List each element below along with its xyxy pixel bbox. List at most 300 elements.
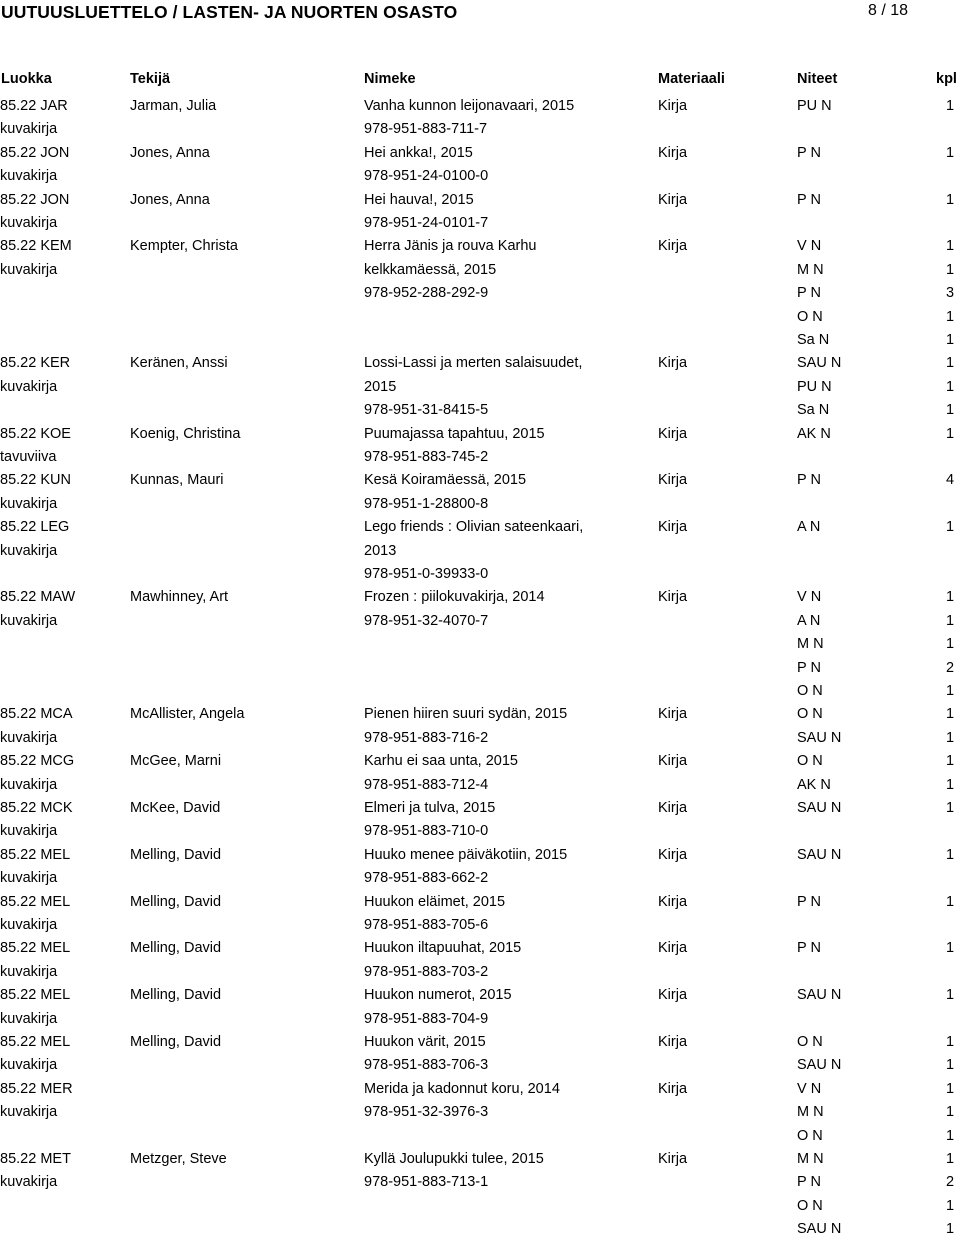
- cell-kpl-line: 1: [946, 636, 955, 653]
- cell-luokka-line: kuvakirja: [0, 612, 58, 629]
- cell-niteet-line: Sa N: [797, 402, 830, 419]
- cell-tekija: [130, 586, 228, 609]
- cell-kpl-line: 1: [946, 425, 955, 442]
- cell-nimeke: [364, 189, 488, 236]
- cell-niteet-line: P N: [797, 1174, 821, 1191]
- cell-nimeke-line: Vanha kunnon leijonavaari, 2015: [364, 98, 575, 114]
- cell-materiaali-text: Kirja: [658, 425, 688, 442]
- cell-materiaali-text: Kirja: [658, 753, 688, 770]
- cell-niteet-line: AK N: [797, 425, 831, 442]
- cell-materiaali: [658, 984, 687, 1007]
- catalog-table: [0, 95, 960, 1242]
- cell-materiaali-text: Kirja: [658, 1150, 688, 1167]
- cell-nimeke: [364, 797, 495, 844]
- cell-niteet-line: SAU N: [797, 799, 842, 816]
- cell-niteet: [797, 891, 821, 914]
- cell-materiaali-text: Kirja: [658, 238, 688, 255]
- cell-niteet-line: P N: [797, 285, 821, 302]
- cell-tekija: [130, 1148, 227, 1171]
- cell-nimeke-line: 978-951-883-716-2: [364, 729, 489, 746]
- cell-nimeke-line: Frozen : piilokuvakirja, 2014: [364, 589, 545, 606]
- cell-kpl-line: 1: [946, 98, 955, 114]
- cell-tekija: [130, 352, 228, 375]
- cell-niteet: [797, 189, 821, 212]
- cell-tekija-text: McKee, David: [130, 799, 221, 816]
- cell-niteet-line: P N: [797, 893, 821, 910]
- table-row: [0, 750, 960, 797]
- cell-materiaali-text: Kirja: [658, 144, 688, 161]
- cell-materiaali-text: Kirja: [658, 355, 688, 372]
- cell-kpl-line: 1: [946, 940, 955, 957]
- table-row: [0, 586, 960, 703]
- cell-luokka-line: kuvakirja: [0, 776, 58, 793]
- cell-luokka-line: 85.22 JON: [0, 191, 70, 208]
- cell-luokka-line: 85.22 MEL: [0, 893, 71, 910]
- cell-nimeke: [364, 423, 545, 470]
- cell-luokka-line: kuvakirja: [0, 495, 58, 512]
- table-row: [0, 352, 960, 422]
- cell-nimeke-line: 978-951-31-8415-5: [364, 402, 489, 419]
- cell-niteet: [797, 235, 829, 352]
- cell-materiaali: [658, 844, 687, 867]
- cell-kpl-line: 1: [946, 355, 955, 372]
- cell-materiaali: [658, 469, 687, 492]
- cell-niteet: [797, 469, 821, 492]
- cell-niteet-line: SAU N: [797, 1221, 842, 1238]
- cell-kpl: [946, 797, 954, 820]
- cell-tekija: [130, 189, 210, 212]
- cell-kpl-line: 1: [946, 1150, 955, 1167]
- column-header-materiaali: Materiaali: [658, 71, 725, 87]
- cell-materiaali: [658, 703, 687, 726]
- cell-luokka-line: 85.22 LEG: [0, 519, 70, 536]
- cell-luokka: [0, 1078, 73, 1125]
- cell-tekija: [130, 797, 220, 820]
- cell-niteet: [797, 750, 831, 797]
- cell-niteet-line: P N: [797, 940, 821, 957]
- cell-luokka-line: kuvakirja: [0, 378, 58, 395]
- cell-nimeke-line: 2015: [364, 378, 397, 395]
- cell-niteet: [797, 423, 831, 446]
- cell-kpl-line: 1: [946, 799, 955, 816]
- cell-luokka: [0, 142, 69, 189]
- cell-nimeke-line: Lossi-Lassi ja merten salaisuudet,: [364, 355, 583, 372]
- cell-kpl-line: 2: [946, 659, 955, 676]
- cell-niteet: [797, 984, 841, 1007]
- cell-luokka-line: 85.22 MCA: [0, 706, 73, 723]
- cell-luokka: [0, 95, 68, 142]
- cell-materiaali-text: Kirja: [658, 799, 688, 816]
- cell-materiaali-text: Kirja: [658, 191, 688, 208]
- cell-kpl-line: 1: [946, 1221, 955, 1238]
- cell-luokka-line: 85.22 KOE: [0, 425, 71, 442]
- cell-nimeke-line: 978-951-883-662-2: [364, 870, 489, 887]
- cell-materiaali: [658, 937, 687, 960]
- cell-tekija: [130, 142, 210, 165]
- cell-nimeke-line: Huukon numerot, 2015: [364, 987, 512, 1004]
- cell-tekija-text: Melling, David: [130, 940, 222, 957]
- cell-tekija-text: Melling, David: [130, 987, 222, 1004]
- cell-tekija-text: Jarman, Julia: [130, 98, 217, 114]
- cell-tekija: [130, 703, 244, 726]
- cell-niteet-line: M N: [797, 1104, 824, 1121]
- cell-nimeke-line: Lego friends : Olivian sateenkaari,: [364, 519, 584, 536]
- cell-materiaali-text: Kirja: [658, 519, 688, 536]
- cell-materiaali: [658, 516, 687, 539]
- cell-tekija-text: McAllister, Angela: [130, 706, 245, 723]
- table-row: [0, 95, 960, 142]
- cell-nimeke-line: 978-951-24-0101-7: [364, 214, 489, 231]
- cell-kpl: [946, 703, 954, 750]
- cell-nimeke: [364, 352, 582, 422]
- cell-luokka: [0, 891, 70, 938]
- cell-niteet-line: Sa N: [797, 331, 830, 348]
- cell-kpl-line: 1: [946, 776, 955, 793]
- table-row: [0, 937, 960, 984]
- cell-kpl: [946, 189, 954, 212]
- cell-luokka-line: 85.22 MEL: [0, 940, 71, 957]
- cell-nimeke: [364, 235, 536, 305]
- cell-nimeke-line: Hei ankka!, 2015: [364, 144, 473, 161]
- cell-kpl: [946, 469, 954, 492]
- cell-tekija: [130, 95, 216, 118]
- cell-luokka: [0, 586, 75, 633]
- cell-materiaali: [658, 750, 687, 773]
- cell-luokka-line: 85.22 MET: [0, 1150, 71, 1167]
- cell-nimeke-line: 978-951-0-39933-0: [364, 565, 489, 582]
- cell-luokka: [0, 844, 70, 891]
- cell-luokka: [0, 189, 69, 236]
- cell-nimeke: [364, 750, 518, 797]
- cell-materiaali-text: Kirja: [658, 940, 688, 957]
- cell-materiaali: [658, 586, 687, 609]
- cell-luokka-line: 85.22 MEL: [0, 987, 71, 1004]
- cell-niteet-line: M N: [797, 636, 824, 653]
- cell-tekija-text: Metzger, Steve: [130, 1150, 227, 1167]
- cell-niteet-line: SAU N: [797, 1057, 842, 1074]
- cell-nimeke-line: 978-951-1-28800-8: [364, 495, 489, 512]
- cell-materiaali: [658, 95, 687, 118]
- cell-nimeke-line: 978-952-288-292-9: [364, 285, 489, 302]
- cell-nimeke: [364, 984, 512, 1031]
- cell-kpl-line: 1: [946, 378, 955, 395]
- cell-luokka-line: 85.22 JON: [0, 144, 70, 161]
- cell-tekija-text: Melling, David: [130, 1033, 222, 1050]
- cell-tekija: [130, 937, 221, 960]
- cell-niteet-line: O N: [797, 753, 823, 770]
- cell-niteet: [797, 797, 841, 820]
- cell-luokka: [0, 469, 71, 516]
- cell-niteet: [797, 352, 841, 422]
- cell-kpl: [946, 1031, 954, 1078]
- cell-materiaali: [658, 235, 687, 258]
- cell-niteet-line: V N: [797, 1080, 822, 1097]
- cell-tekija: [130, 469, 224, 492]
- cell-kpl-line: 1: [946, 846, 955, 863]
- cell-kpl: [946, 844, 954, 867]
- cell-materiaali-text: Kirja: [658, 987, 688, 1004]
- cell-tekija: [130, 844, 221, 867]
- cell-kpl-line: 1: [946, 612, 955, 629]
- cell-niteet-line: SAU N: [797, 729, 842, 746]
- cell-niteet-line: SAU N: [797, 846, 842, 863]
- cell-niteet-line: M N: [797, 1150, 824, 1167]
- cell-tekija: [130, 750, 221, 773]
- cell-tekija: [130, 235, 238, 258]
- cell-materiaali: [658, 352, 687, 375]
- cell-luokka-line: kuvakirja: [0, 1104, 58, 1121]
- cell-tekija-text: Kempter, Christa: [130, 238, 238, 255]
- cell-kpl-line: 1: [946, 191, 955, 208]
- cell-kpl-line: 1: [946, 1197, 955, 1214]
- cell-kpl-line: 1: [946, 238, 955, 255]
- cell-kpl-line: 3: [946, 285, 955, 302]
- cell-nimeke-line: 978-951-883-706-3: [364, 1057, 489, 1074]
- cell-niteet: [797, 142, 821, 165]
- cell-nimeke-line: 978-951-883-711-7: [364, 121, 488, 138]
- cell-niteet-line: SAU N: [797, 355, 842, 372]
- cell-nimeke-line: Huukon iltapuuhat, 2015: [364, 940, 522, 957]
- column-header-luokka: Luokka: [1, 71, 52, 87]
- cell-tekija: [130, 423, 240, 446]
- cell-kpl: [946, 1078, 954, 1148]
- cell-nimeke-line: Huukon eläimet, 2015: [364, 893, 506, 910]
- cell-nimeke: [364, 844, 567, 891]
- cell-niteet: [797, 1148, 841, 1242]
- cell-materiaali-text: Kirja: [658, 846, 688, 863]
- table-row: [0, 844, 960, 891]
- cell-nimeke-line: Pienen hiiren suuri sydän, 2015: [364, 706, 568, 723]
- cell-luokka: [0, 703, 73, 750]
- table-row: [0, 142, 960, 189]
- cell-tekija: [130, 984, 221, 1007]
- cell-nimeke-line: 978-951-883-704-9: [364, 1010, 489, 1027]
- cell-materiaali-text: Kirja: [658, 1080, 688, 1097]
- cell-kpl-line: 1: [946, 144, 955, 161]
- cell-kpl: [946, 586, 954, 703]
- cell-luokka-line: kuvakirja: [0, 870, 58, 887]
- cell-luokka: [0, 1148, 71, 1195]
- cell-materiaali: [658, 797, 687, 820]
- cell-materiaali: [658, 1148, 687, 1171]
- cell-niteet-line: O N: [797, 308, 823, 325]
- cell-materiaali-text: Kirja: [658, 589, 688, 606]
- cell-tekija: [130, 1031, 221, 1054]
- cell-materiaali: [658, 1031, 687, 1054]
- cell-luokka-line: 85.22 KEM: [0, 238, 72, 255]
- cell-niteet-line: O N: [797, 706, 823, 723]
- table-row: [0, 189, 960, 236]
- cell-nimeke-line: Huukon värit, 2015: [364, 1033, 486, 1050]
- cell-nimeke-line: 978-951-883-745-2: [364, 448, 489, 465]
- cell-nimeke: [364, 703, 567, 750]
- cell-kpl-line: 1: [946, 331, 955, 348]
- cell-nimeke-line: 978-951-24-0100-0: [364, 168, 489, 185]
- cell-luokka-line: 85.22 JAR: [0, 98, 68, 114]
- cell-nimeke-line: 978-951-883-710-0: [364, 823, 489, 840]
- cell-luokka-line: kuvakirja: [0, 261, 58, 278]
- cell-kpl-line: 1: [946, 261, 955, 278]
- cell-nimeke-line: Kyllä Joulupukki tulee, 2015: [364, 1150, 544, 1167]
- column-header-tekija: Tekijä: [130, 71, 171, 87]
- cell-nimeke-line: 978-951-883-705-6: [364, 916, 489, 933]
- cell-luokka-line: 85.22 KER: [0, 355, 71, 372]
- cell-kpl-line: 1: [946, 308, 955, 325]
- cell-materiaali-text: Kirja: [658, 893, 688, 910]
- cell-niteet-line: O N: [797, 1033, 823, 1050]
- cell-kpl-line: 2: [946, 1174, 955, 1191]
- column-header-niteet: Niteet: [797, 71, 838, 87]
- cell-kpl: [946, 142, 954, 165]
- cell-nimeke-line: Elmeri ja tulva, 2015: [364, 799, 496, 816]
- cell-tekija-text: Jones, Anna: [130, 144, 210, 161]
- page-number: 8 / 18: [868, 2, 909, 19]
- cell-kpl-line: 1: [946, 1033, 955, 1050]
- cell-kpl-line: 1: [946, 706, 955, 723]
- cell-niteet-line: M N: [797, 261, 824, 278]
- cell-nimeke-line: 978-951-883-713-1: [364, 1174, 489, 1191]
- cell-luokka-line: 85.22 MCG: [0, 753, 75, 770]
- cell-tekija-text: Melling, David: [130, 846, 222, 863]
- cell-tekija: [130, 891, 221, 914]
- cell-nimeke-line: 978-951-883-712-4: [364, 776, 489, 793]
- cell-nimeke: [364, 142, 488, 189]
- cell-kpl: [946, 750, 954, 797]
- column-header-kpl: kpl: [936, 71, 957, 87]
- cell-niteet-line: V N: [797, 589, 822, 606]
- cell-niteet: [797, 937, 821, 960]
- cell-kpl: [946, 516, 954, 539]
- cell-niteet: [797, 1078, 824, 1148]
- cell-tekija-text: Melling, David: [130, 893, 222, 910]
- cell-niteet-line: A N: [797, 519, 821, 536]
- table-row: [0, 1078, 960, 1148]
- cell-nimeke-line: 978-951-883-703-2: [364, 963, 489, 980]
- cell-nimeke-line: Puumajassa tapahtuu, 2015: [364, 425, 545, 442]
- table-row: [0, 984, 960, 1031]
- cell-niteet: [797, 703, 841, 750]
- cell-niteet-line: O N: [797, 1127, 823, 1144]
- cell-luokka: [0, 516, 69, 563]
- cell-luokka-line: 85.22 MER: [0, 1080, 73, 1097]
- cell-luokka: [0, 984, 70, 1031]
- cell-luokka-line: kuvakirja: [0, 121, 58, 138]
- cell-nimeke-line: Huuko menee päiväkotiin, 2015: [364, 846, 568, 863]
- cell-kpl-line: 1: [946, 893, 955, 910]
- page-title: UUTUUSLUETTELO / LASTEN- JA NUORTEN OSASTO: [1, 2, 458, 22]
- cell-luokka-line: 85.22 KUN: [0, 472, 71, 489]
- cell-luokka-line: kuvakirja: [0, 168, 58, 185]
- cell-kpl-line: 1: [946, 1057, 955, 1074]
- cell-tekija-text: Koenig, Christina: [130, 425, 241, 442]
- cell-niteet-line: AK N: [797, 776, 831, 793]
- cell-nimeke: [364, 891, 505, 938]
- table-row: [0, 516, 960, 586]
- cell-nimeke-line: 978-951-32-4070-7: [364, 612, 489, 629]
- cell-luokka-line: 85.22 MCK: [0, 799, 73, 816]
- cell-kpl-line: 1: [946, 519, 955, 536]
- cell-luokka-line: kuvakirja: [0, 963, 58, 980]
- cell-kpl: [946, 891, 954, 914]
- cell-kpl-line: 1: [946, 1080, 955, 1097]
- cell-kpl-line: 1: [946, 402, 955, 419]
- cell-niteet-line: PU N: [797, 98, 832, 114]
- cell-luokka: [0, 423, 71, 470]
- cell-niteet: [797, 844, 841, 867]
- cell-nimeke: [364, 1078, 560, 1125]
- cell-tekija-text: McGee, Marni: [130, 753, 222, 770]
- cell-niteet-line: SAU N: [797, 987, 842, 1004]
- cell-nimeke: [364, 1148, 544, 1195]
- cell-nimeke-line: Karhu ei saa unta, 2015: [364, 753, 518, 770]
- cell-nimeke: [364, 469, 526, 516]
- cell-niteet-line: P N: [797, 472, 821, 489]
- cell-niteet-line: V N: [797, 238, 822, 255]
- cell-materiaali-text: Kirja: [658, 706, 688, 723]
- cell-niteet-line: P N: [797, 659, 821, 676]
- cell-kpl: [946, 95, 954, 118]
- cell-materiaali-text: Kirja: [658, 1033, 688, 1050]
- cell-luokka-line: kuvakirja: [0, 1174, 58, 1191]
- cell-luokka-line: kuvakirja: [0, 916, 58, 933]
- table-row: [0, 423, 960, 470]
- cell-nimeke-line: 2013: [364, 542, 397, 559]
- cell-materiaali: [658, 142, 687, 165]
- cell-nimeke: [364, 1031, 488, 1078]
- cell-niteet: [797, 516, 820, 539]
- cell-nimeke-line: Herra Jänis ja rouva Karhu: [364, 238, 537, 255]
- cell-materiaali: [658, 1078, 687, 1101]
- cell-luokka-line: 85.22 MEL: [0, 1033, 71, 1050]
- table-row: [0, 797, 960, 844]
- table-row: [0, 469, 960, 516]
- column-header-nimeke: Nimeke: [364, 71, 416, 87]
- cell-nimeke: [364, 516, 583, 586]
- cell-niteet-line: P N: [797, 191, 821, 208]
- cell-tekija-text: Kunnas, Mauri: [130, 472, 224, 489]
- cell-luokka: [0, 750, 74, 797]
- cell-niteet-line: O N: [797, 682, 823, 699]
- cell-luokka-line: kuvakirja: [0, 542, 58, 559]
- cell-niteet-line: PU N: [797, 378, 832, 395]
- cell-materiaali: [658, 891, 687, 914]
- cell-nimeke: [364, 937, 521, 984]
- cell-nimeke-line: Kesä Koiramäessä, 2015: [364, 472, 527, 489]
- cell-kpl-line: 1: [946, 1127, 955, 1144]
- cell-materiaali: [658, 423, 687, 446]
- cell-nimeke-line: 978-951-32-3976-3: [364, 1104, 489, 1121]
- cell-kpl-line: 1: [946, 682, 955, 699]
- cell-luokka-line: 85.22 MAW: [0, 589, 76, 606]
- cell-nimeke: [364, 586, 545, 633]
- cell-kpl-line: 1: [946, 589, 955, 606]
- cell-kpl: [946, 352, 954, 422]
- cell-luokka-line: kuvakirja: [0, 729, 58, 746]
- cell-kpl-line: 1: [946, 729, 955, 746]
- cell-niteet: [797, 1031, 841, 1078]
- cell-luokka-line: kuvakirja: [0, 1010, 58, 1027]
- cell-luokka-line: kuvakirja: [0, 823, 58, 840]
- table-row: [0, 1148, 960, 1242]
- cell-materiaali: [658, 189, 687, 212]
- cell-tekija-text: Mawhinney, Art: [130, 589, 229, 606]
- cell-kpl: [946, 984, 954, 1007]
- cell-luokka: [0, 1031, 70, 1078]
- cell-kpl: [946, 937, 954, 960]
- cell-luokka: [0, 937, 70, 984]
- cell-kpl-line: 1: [946, 987, 955, 1004]
- cell-niteet-line: A N: [797, 612, 821, 629]
